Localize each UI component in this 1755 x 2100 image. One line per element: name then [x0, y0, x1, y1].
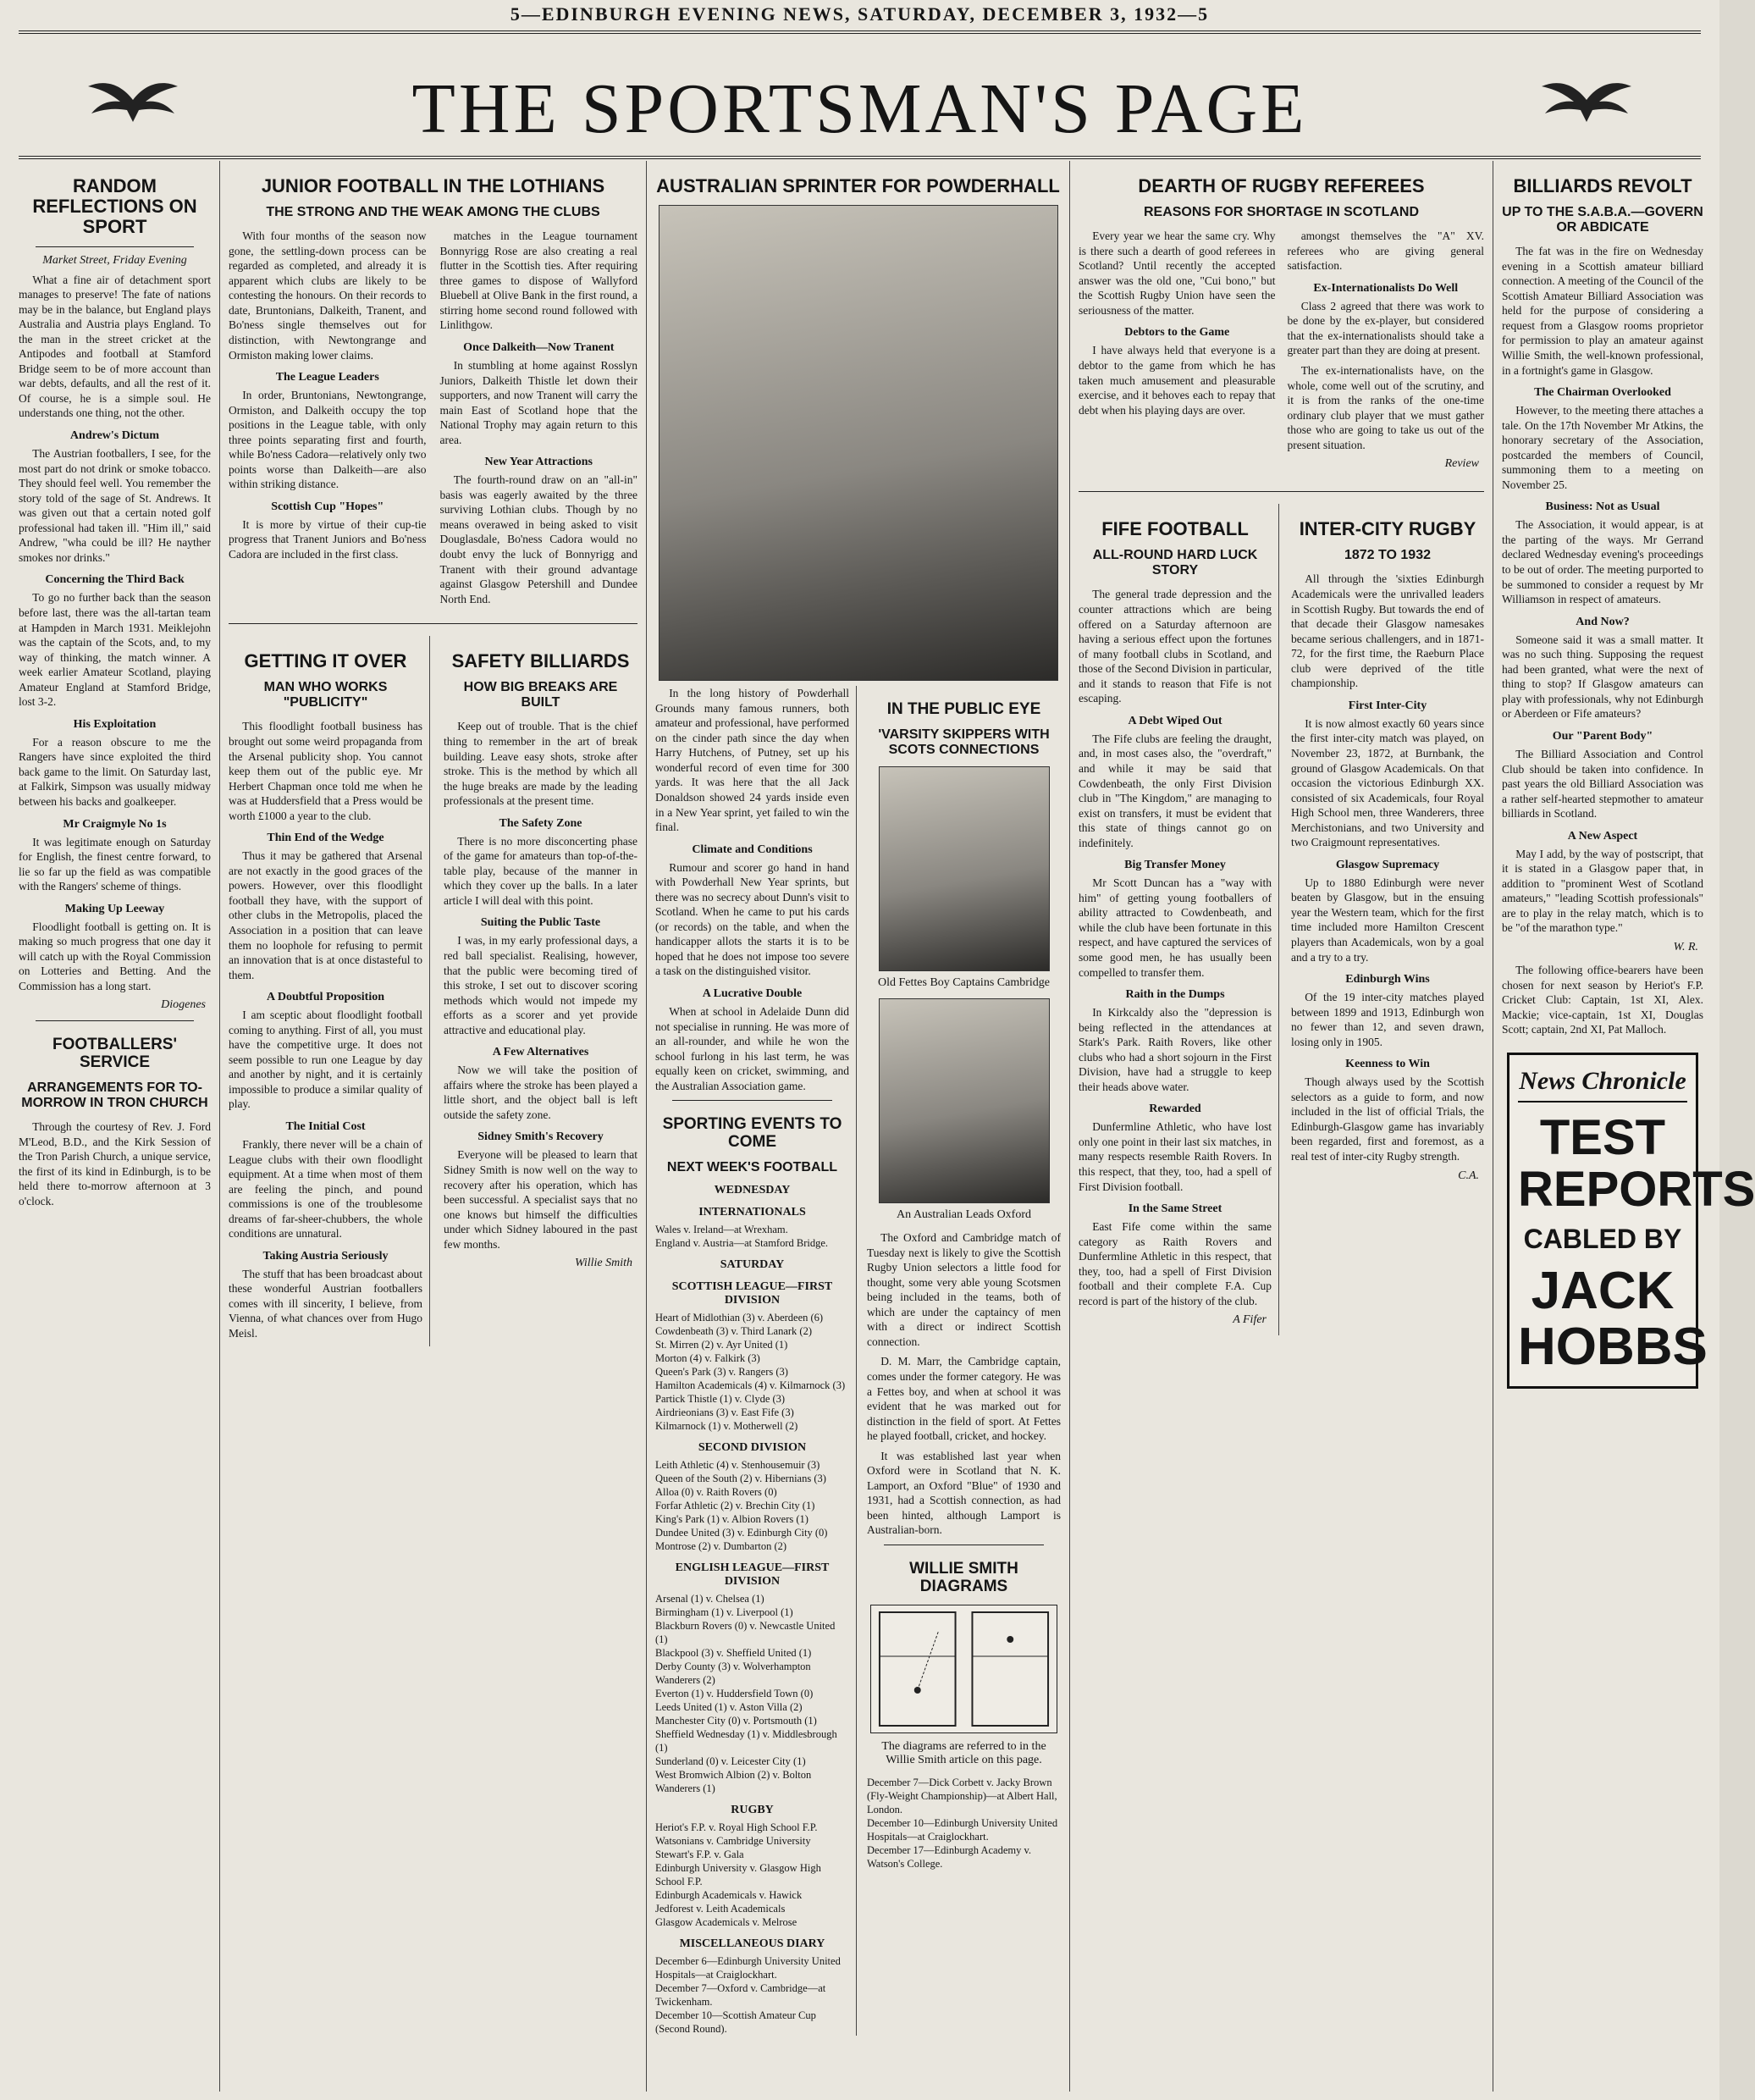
section-heading: His Exploitation	[73, 717, 157, 731]
fixture-item: Sheffield Wednesday (1) v. Middlesbrough (1)	[655, 1728, 837, 1755]
article-getting-it-over	[229, 636, 430, 1346]
section-heading: Mr Craigmyle No 1s	[63, 817, 167, 831]
paragraph: There is no more disconcerting phase of the game for amateurs than top-of-the-table play, because of the manner in which they cover up the balls. In a later article I will deal with this point.	[444, 834, 637, 907]
paragraph: Frankly, there never will be a chain of League clubs with their own floodlight equipment. At a time when most of them are feeling the pinch, and pound commissions is one of the troublesome dreams of far-sheer-chubbers, the whole conditions are unnatural.	[229, 1137, 422, 1241]
fixtures-list	[655, 1592, 849, 1795]
billiards-diagram	[870, 1605, 1057, 1733]
rule	[672, 1100, 832, 1101]
photo-sprinter	[659, 205, 1058, 681]
paragraph: Up to 1880 Edinburgh were never beaten by Glasgow, but in the ensuing year the Western team, which for the first time included more Hamilton Crescent players than Academicals, won by a goal and a try to a try.	[1291, 876, 1484, 964]
paragraph: Rumour and scorer go hand in hand with Powderhall New Year sprints, but there was no secrecy about Dunn's visit to Scotland. When he came to put his cards (or records) on the table, and when the handicapper allots the starts it is to be hoped that he does not impose too severe a task on the distinguished visitor.	[655, 860, 849, 978]
paragraph: The Billiard Association and Control Club should be taken into confidence. In past years the old Billiard Association was a rather self-hearted stepmother to amateur billiards in Scotland.	[1502, 747, 1703, 821]
fixture-item: Partick Thistle (1) v. Clyde (3)	[655, 1393, 786, 1406]
paragraph: In the long history of Powderhall Grounds many famous runners, both amateur and professional, have performed on the cinder path since the day when Harry Hutchens, of Putney, set up his wonderful record of even time for 300 yards. It was here that the all Jack Donaldson showed 24 yards inside even in a New Year sprint, yet failed to win the final.	[655, 687, 849, 834]
column-random-reflections	[10, 161, 220, 2092]
paragraph: The following office-bearers have been chosen for next season by Heriot's F.P. Cricket Club: Captain, 1st XI, Alex. Mackie; vice-captain, 1st XI, Douglas Scott; captain, 2nd XI, Pat Malloch.	[1502, 963, 1703, 1036]
fixture-item: Morton (4) v. Falkirk (3)	[655, 1352, 760, 1365]
section-heading: A Lucrative Double	[702, 987, 803, 1001]
subheadline: 1872 TO 1932	[1344, 548, 1431, 563]
fixture-item: Hamilton Academicals (4) v. Kilmarnock (3)	[655, 1379, 846, 1392]
photo-caption: An Australian Leads Oxford	[896, 1208, 1032, 1222]
section-heading: MISCELLANEOUS DIARY	[679, 1937, 825, 1951]
section-heading: A Doubtful Proposition	[267, 991, 384, 1004]
paragraph: The fourth-round draw on an "all-in" basis was eagerly awaited by the three surviving Lothian clubs. Though by no means overawed in being asked to visit Douglasdale, Bo'ness Cadora would no doubt envy the luck of Bonnyrigg and Tranent with their ground advantage against Glasgow Petershill and Dundee North End.	[439, 473, 637, 605]
section-heading: Big Transfer Money	[1124, 859, 1226, 872]
fixture-item: Blackburn Rovers (0) v. Newcastle United (1)	[655, 1620, 836, 1646]
fixture-item: Heart of Midlothian (3) v. Aberdeen (6)	[655, 1312, 824, 1324]
fixture-item: Edinburgh Academicals v. Hawick	[655, 1889, 803, 1902]
paragraph: Floodlight football is getting on. It is making so much progress that one day it will catch up with the Royal Commission on Lotteries and Betting. And the Commission has a long start.	[19, 920, 211, 992]
paragraph: Everyone will be pleased to learn that Sidney Smith is now well on the way to recovery after his operation, which has been successful. A specialist says that no one knows but himself the difficulties under which Sidney laboured in the past few months.	[444, 1148, 637, 1251]
fixture-item: December 7—Oxford v. Cambridge—at Twickenham.	[655, 1982, 826, 2009]
section-heading: Taking Austria Seriously	[262, 1249, 389, 1263]
subheadline: ALL-ROUND HARD LUCK STORY	[1092, 548, 1258, 578]
headline-fife-football: FIFE FOOTBALL	[1101, 518, 1249, 540]
fixture-item: Alloa (0) v. Raith Rovers (0)	[655, 1486, 777, 1499]
paragraph: In stumbling at home against Rosslyn Juniors, Dalkeith Thistle let down their supporters, and now Tranent will carry the main East of Scotland hope that the National Trophy may again return to this area.	[439, 359, 637, 446]
fixtures-list	[655, 1311, 849, 1433]
section-heading: SCOTTISH LEAGUE—FIRST DIVISION	[671, 1280, 833, 1307]
fixture-item: December 10—Scottish Amateur Cup (Second Round).	[655, 2009, 816, 2036]
subheadline: NEXT WEEK'S FOOTBALL	[666, 1160, 838, 1175]
ad-brand: News Chronicle	[1518, 1067, 1687, 1102]
fixture-item: Queen's Park (3) v. Rangers (3)	[655, 1366, 788, 1379]
rule	[229, 623, 637, 624]
paragraph: The Austrian footballers, I see, for the most part do not drink or smoke tobacco. They should feel well. You remember the story told of the sage of St. Andrews. It was given out that a certain noted golf professional had taken ill. "Him ill," said Andrew, "wha could be ill? He nayther smokes nor drinks."	[19, 447, 211, 564]
fixture-item: Cowdenbeath (3) v. Third Lanark (2)	[655, 1325, 813, 1338]
headline-safety-billiards: SAFETY BILLIARDS	[451, 650, 630, 672]
fixture-item: Wales v. Ireland—at Wrexham.	[655, 1224, 788, 1236]
fixtures-list	[655, 1954, 849, 2036]
fixtures-list	[655, 1458, 849, 1553]
section-heading: New Year Attractions	[484, 456, 593, 469]
paragraph: The ex-internationalists have, on the whole, come well out of the scrutiny, and it is from the ranks of the one-time ordinary club player that we must gather those who are going to take us out of the present situation.	[1287, 364, 1484, 451]
section-heading: Business: Not as Usual	[1545, 500, 1660, 514]
fixture-item: Leith Athletic (4) v. Stenhousemuir (3)	[655, 1459, 820, 1472]
subheadline: 'VARSITY SKIPPERS WITH SCOTS CONNECTIONS	[878, 727, 1050, 758]
fixture-item: Derby County (3) v. Wolverhampton Wanderers (2)	[655, 1661, 811, 1687]
headline-rugby-referees: DEARTH OF RUGBY REFEREES	[1138, 175, 1425, 196]
section-heading: Concerning the Third Back	[45, 573, 185, 587]
section-heading: WEDNESDAY	[714, 1184, 791, 1197]
byline: C.A.	[1458, 1169, 1479, 1182]
paragraph: Keep out of trouble. That is the chief thing to remember in the art of break building. Leave easy shots, stroke after stroke. This is the method by which all the huge breaks are made by the leading professionals at the present time.	[444, 720, 637, 808]
paragraph: The stuff that has been broadcast about these wonderful Austrian footballers comes with ill sincerity, I believe, from Vienna, of what chances over from Hugo Meisl.	[229, 1267, 422, 1340]
subheadline: THE STRONG AND THE WEAK AMONG THE CLUBS	[266, 205, 600, 220]
section-heading: SATURDAY	[720, 1258, 785, 1272]
paragraph: In order, Bruntonians, Newtongrange, Ormiston, and Dalkeith occupy the top positions in the League table, with only three points separating first and fourth, while Bo'ness Cadora—relatively only two points worse than Dalkeith—are also within striking distance.	[229, 389, 427, 491]
headline-willie-smith-diagrams: WILLIE SMITH DIAGRAMS	[909, 1560, 1018, 1595]
headline-footballers-service: FOOTBALLERS' SERVICE	[52, 1036, 177, 1072]
paragraph: I have always held that everyone is a debtor to the game from which he has taken much amusement and pleasurable exercise, and it behoves each to repay that debt when his playing days are over.	[1079, 344, 1276, 417]
paragraph: Someone said it was a small matter. It was no such thing. Supposing the request had been granted, what were the next of thing to stop? If Glasgow amateurs can play with professionals, why not Edinburgh or Aberdeen or Fife amateurs?	[1502, 633, 1703, 721]
article-inter-city-rugby	[1291, 504, 1484, 1335]
section-heading: Making Up Leeway	[64, 902, 165, 915]
fixture-item: England v. Austria—at Stamford Bridge.	[655, 1237, 829, 1250]
diary-list	[867, 1776, 1061, 1871]
paragraph: The fat was in the fire on Wednesday evening in a Scottish amateur billiard connection. A meeting of the Council of the Scottish Amateur Billiard Association was held for the purpose of considering a request from a Glasgow rooms proprietor for permission to play an amateur against Willie Smith, the well-known professional, in a fortnight's game in Glasgow.	[1502, 245, 1703, 377]
rule	[1079, 491, 1484, 492]
paragraph: The Association, it would appear, is at the parting of the ways. Mr Gerrand declared Wednesday evening's proceedings to be out of order. The meeting purported to be summoned to consider a request by Mr Williamson in respect of amateurs.	[1502, 518, 1703, 606]
section-heading: RUGBY	[731, 1804, 774, 1817]
paragraph: All through the 'sixties Edinburgh Academicals were the unrivalled leaders in Scottish Rugby. But towards the end of that decade their Glasgow namesakes became serious challengers, and in 1871-72, for the first time, the Raeburn Place club were deprived of the title championship.	[1291, 572, 1484, 690]
fixture-item: Jedforest v. Leith Academicals	[655, 1903, 786, 1915]
headline-inter-city-rugby: INTER-CITY RUGBY	[1299, 518, 1476, 540]
masthead	[19, 30, 1701, 159]
fixture-item: December 6—Edinburgh University United Hospitals—at Craiglockhart.	[655, 1955, 841, 1981]
section-heading: INTERNATIONALS	[698, 1206, 806, 1219]
subheadline: ARRANGEMENTS FOR TO-MORROW IN TRON CHURCH	[21, 1080, 208, 1111]
fixture-item: Glasgow Academicals v. Melrose	[655, 1916, 797, 1929]
section-heading: A New Aspect	[1567, 829, 1638, 843]
ad-headline: REPORTS	[1518, 1161, 1755, 1217]
section-heading: Climate and Conditions	[692, 843, 813, 856]
fixture-item: Queen of the South (2) v. Hibernians (3)	[655, 1473, 826, 1485]
ad-subline: CABLED BY	[1523, 1224, 1682, 1255]
paragraph: amongst themselves the "A" XV. referees who are giving general satisfaction.	[1287, 229, 1484, 273]
fixture-item: Dundee United (3) v. Edinburgh City (0)	[655, 1527, 828, 1539]
headline-getting-it-over: GETTING IT OVER	[244, 650, 407, 672]
paragraph: It was legitimate enough on Saturday for English, the finest centre forward, to lie so far up the field as was compatible with the Rangers' scheme of things.	[19, 835, 211, 893]
section-heading: Debtors to the Game	[1124, 326, 1230, 340]
paragraph: Thus it may be gathered that Arsenal are not exactly in the good graces of the powers. However, over this floodlight football they have, with the support of other clubs in the Metropolis, placed the Association in a position that can leave them no loophole for refusing to permit an innovation that is at once distasteful to them.	[229, 849, 422, 981]
fixtures-list	[655, 1223, 849, 1250]
diary-item: December 7—Dick Corbett v. Jacky Brown (Fly-Weight Championship)—at Albert Hall, London.	[867, 1776, 1057, 1815]
byline: Diogenes	[161, 998, 206, 1012]
subheadline: UP TO THE S.A.B.A.—GOVERN OR ABDICATE	[1502, 205, 1703, 235]
paragraph: With four months of the season now gone, the settling-down process can be regarded as completed, and already it is apparent which clubs are likely to be contesting the honours. On their records to date, Bruntonians, Dalkeith, Tranent, and Bo'ness single themselves out for distinction, with Newtongrange and Ormiston making lower claims.	[229, 229, 427, 362]
byline: W. R.	[1673, 940, 1698, 953]
paragraph: Mr Scott Duncan has a "way with him" of getting young footballers of ability attracted to Cowdenbeath, and while the club have been fortunate in this respect, and have captured the services of some good men, he has usually been compelled to transfer them.	[1079, 876, 1272, 979]
subheadline: HOW BIG BREAKS ARE BUILT	[463, 680, 618, 710]
section-heading: Once Dalkeith—Now Tranent	[463, 341, 615, 355]
column-australian-sprinter	[647, 161, 1070, 2092]
section-heading: ENGLISH LEAGUE—FIRST DIVISION	[675, 1561, 830, 1589]
diagram-caption: The diagrams are referred to in the Willie Smith article on this page.	[881, 1739, 1046, 1766]
headline-australian-sprinter: AUSTRALIAN SPRINTER FOR POWDERHALL	[656, 175, 1060, 196]
paragraph: It was established last year when Oxford were in Scotland that N. K. Lamport, an Oxford "Blue" of 1930 and 1931, had a Scottish connection, as had been hinted, although Lamport is Australian-born.	[867, 1449, 1061, 1537]
paragraph: Class 2 agreed that there was work to be done by the ex-player, but considered that the ex-internationalists should take a greater part than they are doing at present.	[1287, 299, 1484, 357]
section-heading: The Initial Cost	[285, 1119, 366, 1133]
ad-name: JACK	[1531, 1262, 1675, 1321]
paragraph: I am sceptic about floodlight football coming to anything. First of all, you must have the competitive urge. It does not seem possible to run one League by day and another by night, and it is certainly impossible to produce a similar quality of play.	[229, 1009, 422, 1111]
paragraph: East Fife come within the same category as Raith Rovers and Dunfermline Athletic in this respect, that they, too, had a spell of First Division football and their complete F.A. Cup record is part of the history of the club.	[1079, 1220, 1272, 1307]
headline-junior-football: JUNIOR FOOTBALL IN THE LOTHIANS	[261, 175, 605, 196]
fixture-item: Forfar Athletic (2) v. Brechin City (1)	[655, 1500, 815, 1512]
section-heading: And Now?	[1576, 615, 1630, 628]
subheadline: MAN WHO WORKS "PUBLICITY"	[263, 680, 388, 710]
fixture-item: Birmingham (1) v. Liverpool (1)	[655, 1606, 793, 1619]
column-rugby-referees	[1070, 161, 1493, 2092]
section-heading: Keenness to Win	[1345, 1058, 1430, 1071]
folio-line: 5—EDINBURGH EVENING NEWS, SATURDAY, DECEMBER 3, 1932—5	[510, 3, 1210, 25]
paragraph: What a fine air of detachment sport manages to preserve! The fate of nations may be in the balance, but England plays Australia and Austria plays England. To the man in the street cricket at the Antipodes and football at Stamford Bridge seem to be of more account than war debts, defaults, and all the rest of it. Of course, he is a simple soul. He understands one thing, not the other.	[19, 273, 211, 420]
paragraph: D. M. Marr, the Cambridge captain, comes under the former category. He was a Fettes boy, and when at school it was evident that he was marked out for distinction in the field of sport. At Fettes he played football, cricket, and hockey.	[867, 1355, 1061, 1443]
fixture-item: Heriot's F.P. v. Royal High School F.P.	[655, 1821, 818, 1834]
rule	[36, 1020, 194, 1021]
fixture-item: Arsenal (1) v. Chelsea (1)	[655, 1593, 764, 1605]
billiards-table-icon	[871, 1605, 1057, 1732]
paragraph: It is more by virtue of their cup-tie progress that Tranent Juniors and Bo'ness Cadora are included in the first class.	[229, 517, 427, 561]
section-heading: Scottish Cup "Hopes"	[271, 500, 384, 513]
paragraph: Every year we hear the same cry. Why is there such a dearth of good referees in Scotland? Until recently the accepted answer was the old one, "Cui bono," but the Scottish Rugby Union have seen the seriousness of the matter.	[1079, 229, 1276, 317]
section-heading: Andrew's Dictum	[69, 429, 160, 443]
paragraph: Now we will take the position of affairs where the stroke has been played a little short, and the object ball is left outside the safety zone.	[444, 1064, 637, 1121]
headline-sporting-events: SPORTING EVENTS TO COME	[662, 1115, 842, 1152]
paragraph: When at school in Adelaide Dunn did not specialise in running. He was more of an all-rounder, and while he won the school furlong in his last term, he was equally keen on cricket, swimming, and the Australian Association game.	[655, 1005, 849, 1092]
rule	[36, 246, 194, 247]
headline-public-eye: IN THE PUBLIC EYE	[886, 700, 1041, 719]
fixture-item: Leeds United (1) v. Aston Villa (2)	[655, 1701, 803, 1714]
paragraph: Though always used by the Scottish selectors as a guide to form, and now included in the list of official Trials, the Edinburgh-Glasgow game has invariably been regarded, first and foremost, as a real test of inter-city Rugby strength.	[1291, 1075, 1484, 1163]
ad-headline: TEST	[1539, 1109, 1666, 1165]
paragraph: For a reason obscure to me the Rangers have since exploited the third back game to the limit. On Saturday last, at Falkirk, Simpson was usually midway between his backs and goalkeeper.	[19, 735, 211, 808]
photo-caption: Old Fettes Boy Captains Cambridge	[878, 976, 1050, 990]
section-heading: Raith in the Dumps	[1125, 988, 1225, 1002]
fixture-item: Blackpool (3) v. Sheffield United (1)	[655, 1647, 812, 1660]
fixture-item: Manchester City (0) v. Portsmouth (1)	[655, 1715, 817, 1727]
byline: Willie Smith	[574, 1257, 632, 1270]
fixture-item: Sunderland (0) v. Leicester City (1)	[655, 1755, 806, 1768]
fixture-item: Kilmarnock (1) v. Motherwell (2)	[655, 1420, 798, 1433]
section-heading: A Debt Wiped Out	[1128, 714, 1222, 727]
column-junior-football	[220, 161, 647, 2092]
portrait-cambridge-captain	[879, 766, 1050, 971]
paragraph: It is now almost exactly 60 years since the first inter-city match was played, on November 23, 1872, at Burnbank, the ground of Glasgow Academicals. On that occasion the victorious Edinburgh XX. consisted of six Academicals, four Royal High School men, three Wanderers, three Merchistonians, and two University and two Craigmount representatives.	[1291, 716, 1484, 849]
section-heading: Rewarded	[1149, 1102, 1201, 1116]
section-heading: Our "Parent Body"	[1552, 729, 1653, 743]
headline-random-reflections: RANDOM REFLECTIONS ON SPORT	[32, 175, 197, 238]
section-heading: SECOND DIVISION	[698, 1441, 807, 1455]
paragraph: I was, in my early professional days, a red ball specialist. Realising, however, that the public were becoming tired of this stroke, I set out to discover scoring methods which would not impede my efforts as a scorer and yet provide attractive and educational play.	[444, 934, 637, 1036]
fixture-item: West Bromwich Albion (2) v. Bolton Wanderers (1)	[655, 1769, 812, 1795]
paragraph: Through the courtesy of Rev. J. Ford M'Leod, B.D., and the Kirk Session of the Tron Parish Church, a unique service, the first of its kind in Edinburgh, is to be held there to-morrow afternoon at 3 o'clock.	[19, 1120, 211, 1208]
section-heading: Suiting the Public Taste	[480, 916, 601, 930]
paragraph: The Oxford and Cambridge match of Tuesday next is likely to give the Scottish Rugby Union selectors a little food for thought, some very able young Scotsmen being included in the teams, both of which are under the captaincy of men with a direct or indirect Scottish connection.	[867, 1231, 1061, 1348]
fixture-item: Watsonians v. Cambridge University	[655, 1835, 811, 1848]
fixture-item: Montrose (2) v. Dumbarton (2)	[655, 1540, 787, 1553]
ad-name: HOBBS	[1518, 1317, 1708, 1376]
section-heading: A Few Alternatives	[492, 1046, 589, 1059]
fixture-item: King's Park (1) v. Albion Rovers (1)	[655, 1513, 809, 1526]
section-heading: Glasgow Supremacy	[1335, 858, 1440, 871]
section-heading: Edinburgh Wins	[1345, 973, 1430, 986]
subheadline: REASONS FOR SHORTAGE IN SCOTLAND	[1143, 205, 1420, 220]
paragraph: May I add, by the way of postscript, that it is stated in a Glasgow paper that, in addition to "prominent West of Scotland amateurs," "leading Scottish professionals" are to play in the relay match, which is to be "of the marathon type."	[1502, 847, 1703, 935]
section-heading: The Safety Zone	[499, 816, 582, 830]
eagle-right-icon	[1540, 75, 1633, 125]
paragraph: Dunfermline Athletic, who have lost only one point in their last six matches, in many respects resemble Raith Rovers. In this respect, that they, too, had a spell of First Division football.	[1079, 1120, 1272, 1193]
column-billiards-revolt	[1493, 161, 1755, 2092]
paragraph: This floodlight football business has brought out some weird propaganda from the Arsenal publicity shop. You cannot keep them out of the public eye. Mr Herbert Chapman once told me when he was at Huddersfield that a Press would be worth £1000 a year to the club.	[229, 720, 422, 822]
byline: A Fifer	[1233, 1313, 1267, 1327]
paragraph: Of the 19 inter-city matches played between 1899 and 1913, Edinburgh won no fewer than 12, and seven drawn, losing only in 1905.	[1291, 991, 1484, 1048]
page-title: THE SPORTSMAN'S PAGE	[411, 69, 1308, 148]
section-heading: Ex-Internationalists Do Well	[1313, 281, 1459, 295]
section-heading: In the Same Street	[1128, 1202, 1222, 1216]
paragraph: matches in the League tournament Bonnyrigg Rose are also creating a real flutter in the Scottish ties. After requiring three games to dispose of Wallyford Bluebell at Olive Bank in the first round, a stirring home second round followed with Linlithgow.	[439, 229, 637, 332]
diary-item: December 17—Edinburgh Academy v. Watson's College.	[867, 1843, 1032, 1870]
fixtures-list	[655, 1821, 849, 1929]
fixture-item: Stewart's F.P. v. Gala	[655, 1849, 744, 1861]
headline-billiards-revolt: BILLIARDS REVOLT	[1513, 175, 1692, 196]
paragraph: In Kirkcaldy also the "depression is being reflected in the attendances at Stark's Park. Raith Rovers, like other clubs who had a short sojourn in the First Division, have had a struggle to keep their heads above water.	[1079, 1006, 1272, 1093]
article-safety-billiards	[444, 636, 637, 1346]
fixture-item: Everton (1) v. Huddersfield Town (0)	[655, 1688, 814, 1700]
paragraph: However, to the meeting there attaches a tale. On the 17th November Mr Atkins, the honorary secretary of the Association, postcarded the members of Council, summoning them to a meeting on November 25.	[1502, 404, 1703, 491]
section-heading: The League Leaders	[275, 371, 379, 384]
byline: Review	[1444, 457, 1479, 471]
section-heading: The Chairman Overlooked	[1534, 386, 1671, 400]
dateline: Market Street, Friday Evening	[42, 253, 187, 267]
portrait-oxford-captain	[879, 998, 1050, 1203]
fixture-item: Airdrieonians (3) v. East Fife (3)	[655, 1406, 794, 1419]
section-heading: Thin End of the Wedge	[267, 832, 384, 845]
paragraph: The general trade depression and the counter attractions which are being offered on a Saturday afternoon are having a serious effect upon the fortunes of many football clubs in Scotland, and those of the Second Division in particular, and it stands to reason that Fife is not escaping.	[1079, 588, 1272, 705]
section-heading: Sidney Smith's Recovery	[477, 1130, 604, 1144]
paragraph: To go no further back than the season before last, there was the all-tartan team at Hampden in March 1931. Meiklejohn was the captain of the Scots, and, to my way of thinking, the match winner. A week earlier Amateur Scotland, playing Amateur England at Stamford Bridge, lost 3-2.	[19, 591, 211, 709]
fixture-item: St. Mirren (2) v. Ayr United (1)	[655, 1339, 788, 1351]
fixture-item: Edinburgh University v. Glasgow High School F.P.	[655, 1862, 821, 1888]
advertisement-news-chronicle	[1507, 1053, 1755, 1389]
article-fife-football	[1079, 504, 1279, 1335]
section-heading: First Inter-City	[1348, 699, 1427, 712]
paragraph: The Fife clubs are feeling the draught, and, in most cases also, the "overdraft," and while it may be said that Cowdenbeath, the only First Division club in "The Kingdom," are managing to exist on transfers, it must be evident that this state of things cannot go on indefinitely.	[1079, 732, 1272, 849]
diary-item: December 10—Edinburgh University United Hospitals—at Craiglockhart.	[867, 1816, 1058, 1843]
